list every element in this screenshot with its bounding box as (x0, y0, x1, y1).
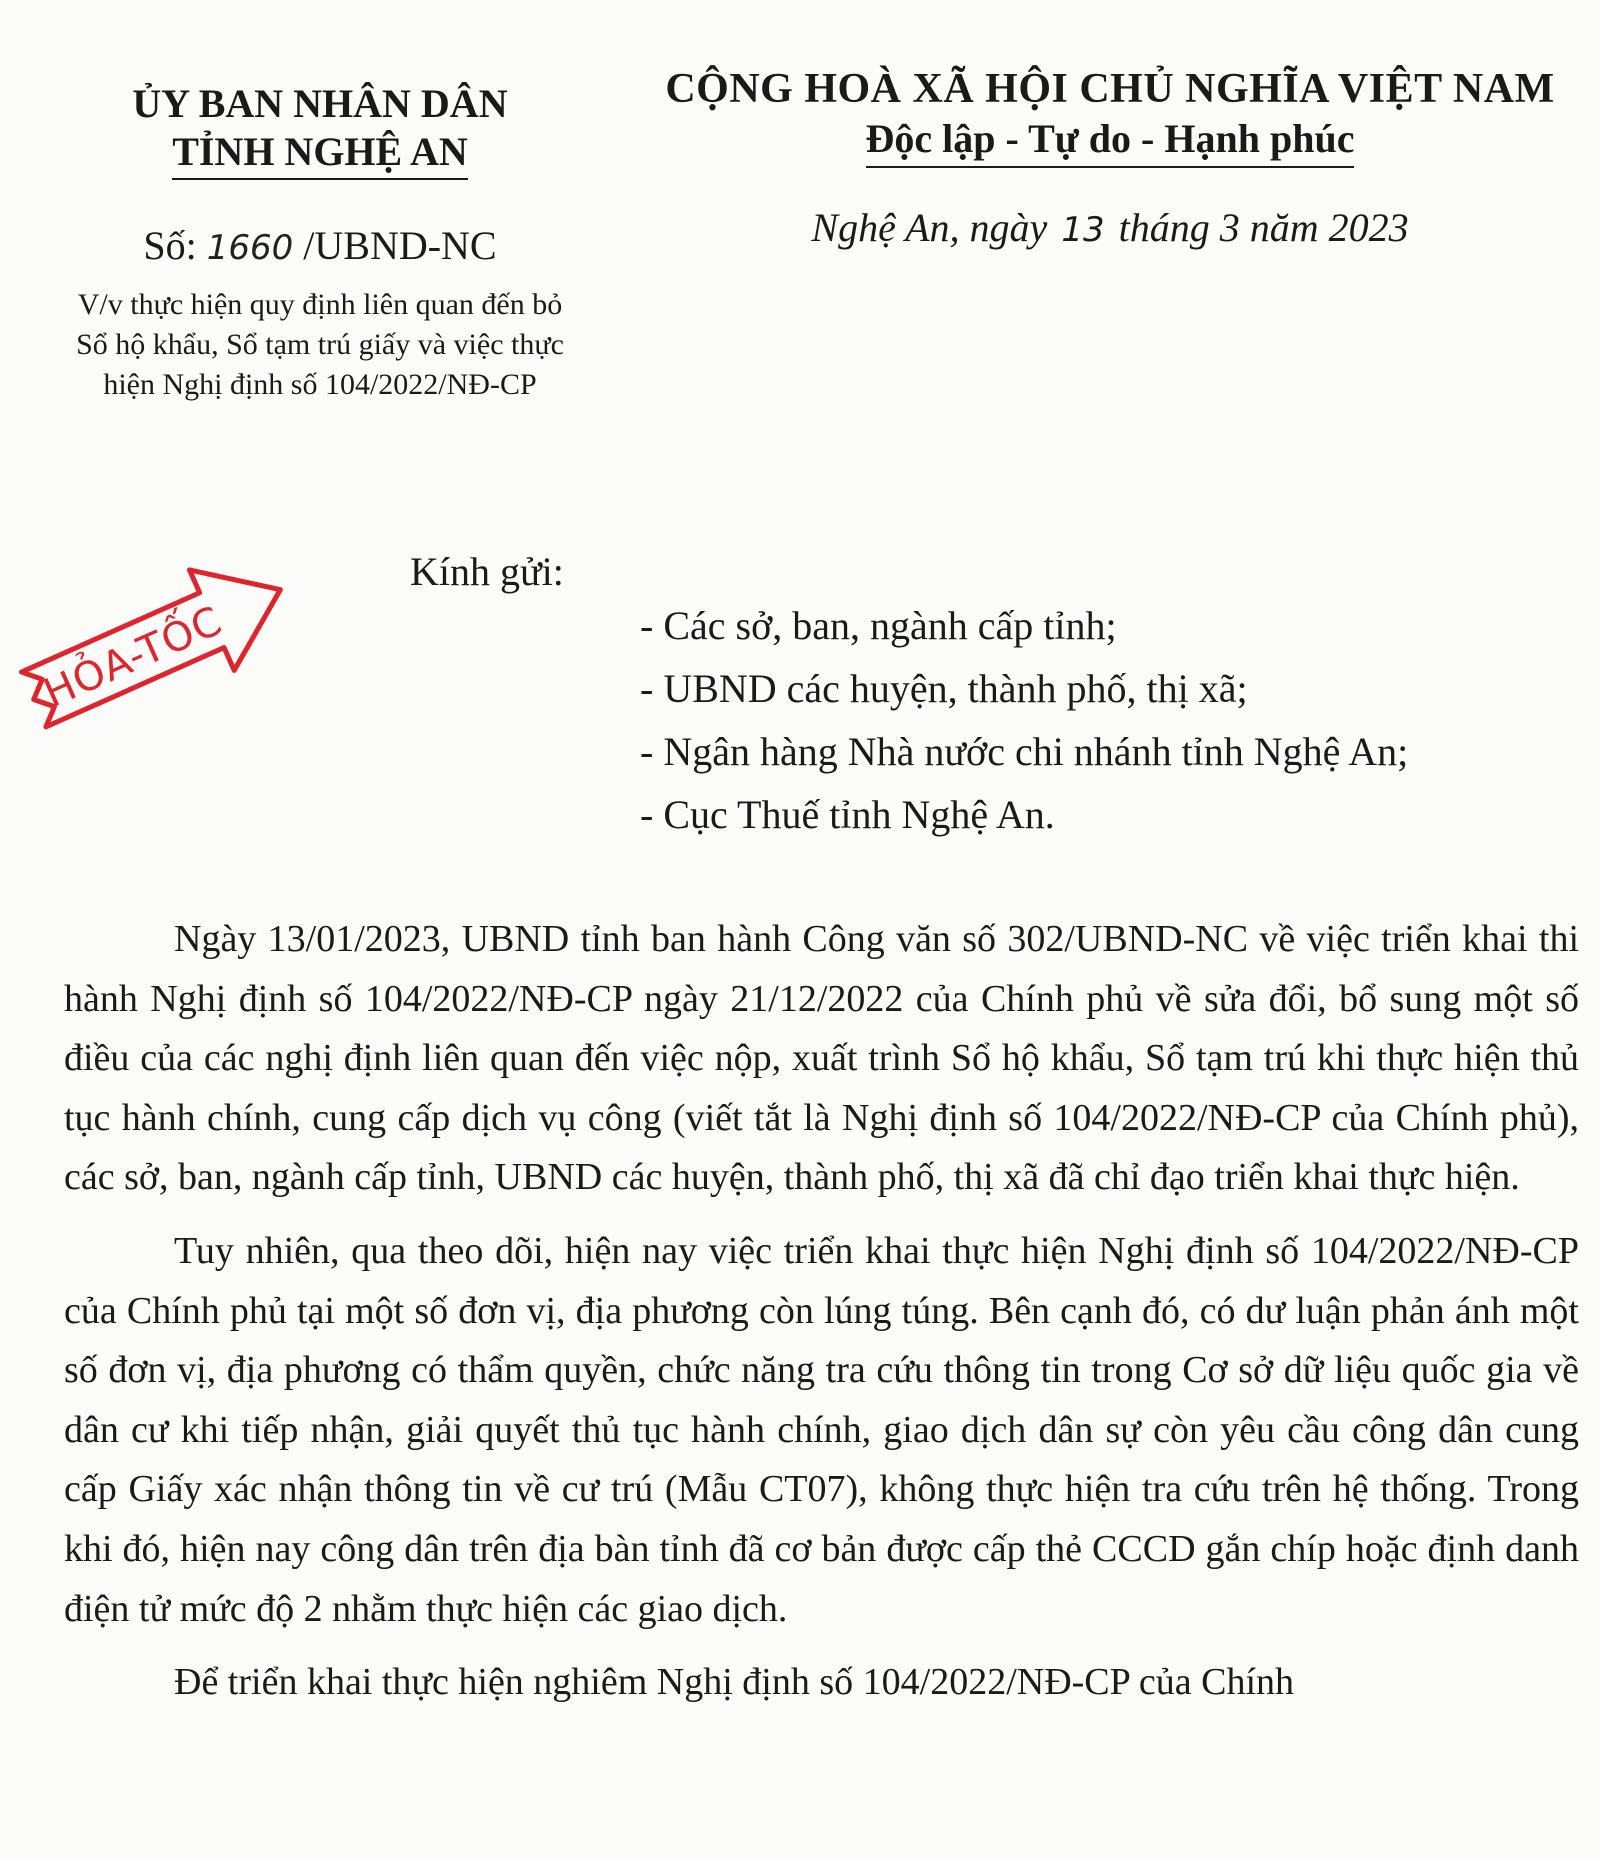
recipient-item: - Ngân hàng Nhà nước chi nhánh tỉnh Nghệ An; (640, 729, 1409, 774)
subject-line: Sổ hộ khẩu, Sổ tạm trú giấy và việc thực (76, 328, 564, 361)
date-line (640, 204, 1580, 251)
body-paragraph: Ngày 13/01/2023, UBND tỉnh ban hành Công văn số 302/UBND-NC về việc triển khai thi hành Nghị định số 104/2022/NĐ-CP ngày 21/12/2022 của Chính phủ về sửa đổi, bổ sung một số điều của các nghị định liên quan đến việc nộp, xuất trình Sổ hộ khẩu, Sổ tạm trú khi thực hiện thủ tục hành chính, cung cấp dịch vụ công (viết tắt là Nghị định số 104/2022/NĐ-CP của Chính phủ), các sở, ban, ngành cấp tỉnh, UBND các huyện, thành phố, thị xã đã chỉ đạo triển khai thực hiện. (64, 918, 1579, 1199)
urgent-stamp (0, 520, 310, 760)
issuing-agency-block (40, 80, 600, 405)
body-paragraph: Để triển khai thực hiện nghiêm Nghị định số 104/2022/NĐ-CP của Chính (174, 1661, 1294, 1704)
stamp-text: HỎA-TỐC (37, 597, 230, 717)
body-text (64, 910, 1579, 1727)
number-prefix: Số: (143, 223, 197, 268)
subject-block (40, 285, 600, 405)
agency-line2: TỈNH NGHỆ AN (172, 128, 468, 180)
subject-line: hiện Nghị định số 104/2022/NĐ-CP (103, 368, 537, 401)
recipient-item: - UBND các huyện, thành phố, thị xã; (640, 666, 1248, 711)
document-number (40, 222, 600, 269)
number-handwritten: 1660 (206, 228, 294, 268)
greeting: Kính gửi: (410, 549, 564, 594)
recipient-item: - Các sở, ban, ngành cấp tỉnh; (640, 603, 1117, 648)
recipient-list (640, 594, 1408, 846)
recipient-item: - Cục Thuế tỉnh Nghệ An. (640, 792, 1055, 837)
number-suffix: /UBND-NC (303, 223, 497, 268)
agency-name (40, 80, 600, 180)
subject-line: V/v thực hiện quy định liên quan đến bỏ (77, 288, 563, 321)
date-prefix: Nghệ An, ngày (811, 205, 1048, 250)
date-suffix: tháng 3 năm 2023 (1118, 205, 1409, 250)
date-day-handwritten: 13 (1061, 210, 1105, 250)
nation-title: CỘNG HOÀ XÃ HỘI CHỦ NGHĨA VIỆT NAM (665, 66, 1555, 112)
body-paragraph: Tuy nhiên, qua theo dõi, hiện nay việc triển khai thực hiện Nghị định số 104/2022/NĐ-CP của Chính phủ tại một số đơn vị, địa phương còn lúng túng. Bên cạnh đó, có dư luận phản ánh một số đơn vị, địa phương có thẩm quyền, chức năng tra cứu thông tin trong Cơ sở dữ liệu quốc gia về dân cư khi tiếp nhận, giải quyết thủ tục hành chính, giao dịch dân sự còn yêu cầu công dân cung cấp Giấy xác nhận thông tin về cư trú (Mẫu CT07), không thực hiện tra cứu trên hệ thống. Trong khi đó, hiện nay công dân trên địa bàn tỉnh đã cơ bản được cấp thẻ CCCD gắn chíp hoặc định danh điện tử mức độ 2 nhằm thực hiện các giao dịch. (64, 1229, 1579, 1630)
motto: Độc lập - Tự do - Hạnh phúc (866, 114, 1355, 168)
national-header-block (640, 64, 1580, 251)
agency-line1: ỦY BAN NHÂN DÂN (132, 81, 508, 126)
